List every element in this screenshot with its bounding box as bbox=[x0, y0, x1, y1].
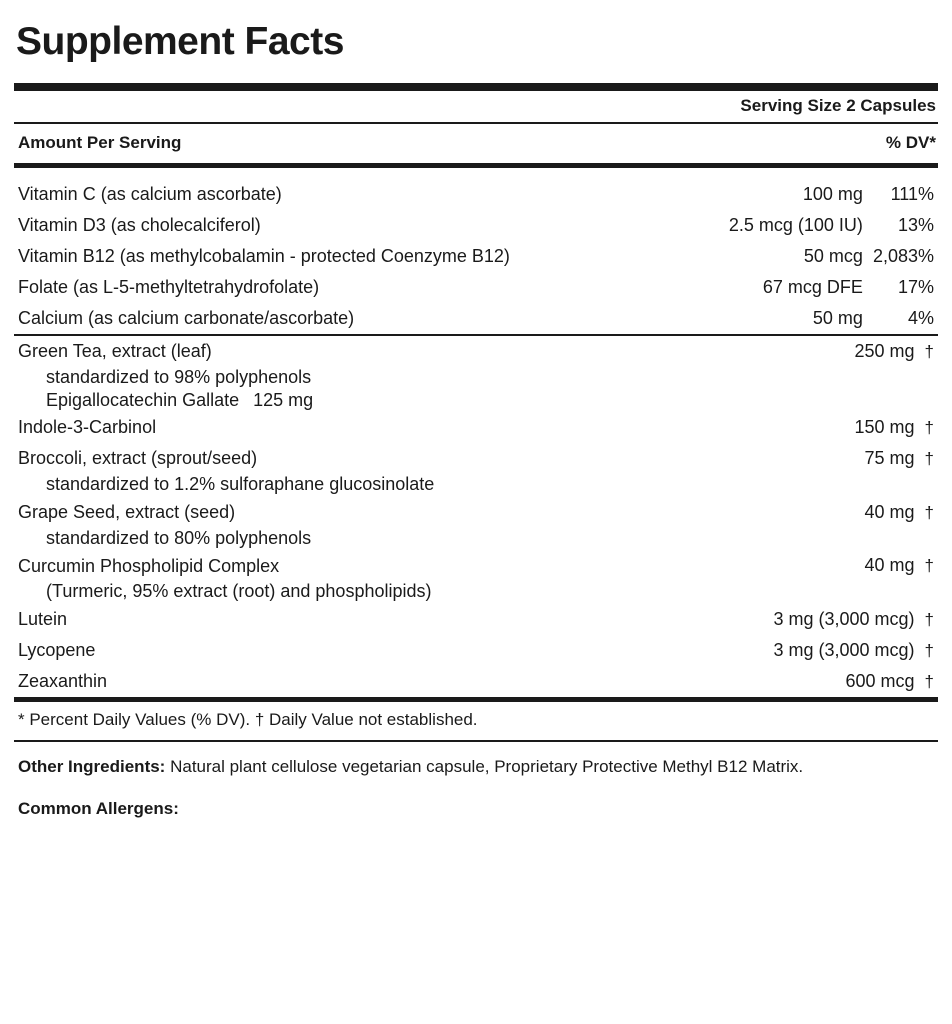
serving-size-row bbox=[14, 91, 938, 122]
ingredient-name: Lycopene bbox=[18, 640, 96, 661]
subcomponent-name: Epigallocatechin Gallate bbox=[46, 389, 240, 410]
nutrient-dv: 17% bbox=[897, 276, 934, 297]
table-subrow bbox=[14, 367, 938, 390]
nutrient-amount: 100 mg bbox=[802, 183, 863, 204]
nutrient-amount: 50 mcg bbox=[803, 245, 863, 266]
ingredient-dv: † bbox=[924, 418, 934, 438]
table-row bbox=[14, 168, 938, 210]
common-allergens-label: Common Allergens: bbox=[18, 799, 179, 819]
ingredient-amount: 40 mg bbox=[864, 501, 915, 522]
other-ingredients-text: Natural plant cellulose vegetarian capsule, Proprietary Protective Methyl B12 Matrix. bbox=[165, 757, 804, 777]
nutrient-dv: 13% bbox=[897, 214, 934, 235]
nutrient-name: Vitamin C (as calcium ascorbate) bbox=[18, 184, 282, 205]
table-row bbox=[14, 443, 938, 474]
other-ingredients-label: Other Ingredients: bbox=[18, 757, 166, 777]
nutrient-name: Vitamin D3 (as cholecalciferol) bbox=[18, 215, 261, 236]
ingredient-name: Indole-3-Carbinol bbox=[18, 417, 157, 438]
table-row bbox=[14, 412, 938, 443]
ingredient-amount: 40 mg bbox=[864, 555, 915, 576]
ingredient-name: Zeaxanthin bbox=[18, 671, 108, 692]
ingredient-dv: † bbox=[924, 556, 934, 576]
ingredient-subcomponent bbox=[14, 390, 938, 413]
ingredient-amount: 250 mg bbox=[854, 340, 915, 361]
nutrient-amount: 67 mcg DFE bbox=[762, 276, 863, 297]
vitamins-table bbox=[14, 168, 938, 334]
nutrient-dv: 2,083% bbox=[872, 245, 934, 266]
ingredient-standardization: standardized to 1.2% sulforaphane glucosinolate bbox=[46, 474, 435, 495]
table-row bbox=[14, 604, 938, 635]
table-row bbox=[14, 336, 938, 367]
ingredient-dv: † bbox=[924, 640, 934, 660]
table-row bbox=[14, 272, 938, 303]
daily-value-header: % DV* bbox=[885, 132, 936, 152]
table-row bbox=[14, 303, 938, 334]
ingredient-dv: † bbox=[924, 449, 934, 469]
nutrient-name: Calcium (as calcium carbonate/ascorbate) bbox=[18, 308, 355, 329]
amount-per-serving-label: Amount Per Serving bbox=[18, 132, 182, 152]
ingredient-amount: 3 mg (3,000 mcg) bbox=[773, 639, 915, 660]
table-row bbox=[14, 210, 938, 241]
nutrient-name: Folate (as L-5-methyltetrahydrofolate) bbox=[18, 277, 320, 298]
ingredient-dv: † bbox=[924, 341, 934, 361]
table-row bbox=[14, 241, 938, 272]
ingredient-dv: † bbox=[924, 609, 934, 629]
divider-heavy-top bbox=[14, 83, 938, 91]
botanicals-table bbox=[14, 336, 938, 697]
nutrient-name: Vitamin B12 (as methylcobalamin - protected Coenzyme B12) bbox=[18, 246, 510, 267]
table-row bbox=[14, 550, 938, 581]
ingredient-source-note: (Turmeric, 95% extract (root) and phospholipids) bbox=[46, 581, 432, 602]
ingredient-dv: † bbox=[924, 671, 934, 691]
table-subrow bbox=[14, 528, 938, 551]
table-subrow bbox=[14, 474, 938, 497]
page-title: Supplement Facts bbox=[16, 20, 344, 63]
other-ingredients bbox=[14, 742, 938, 779]
ingredient-name: Curcumin Phospholipid Complex bbox=[18, 555, 280, 576]
table-subrow bbox=[14, 390, 938, 413]
ingredient-amount: 600 mcg bbox=[845, 670, 915, 691]
ingredient-amount: 150 mg bbox=[854, 417, 915, 438]
table-subrow bbox=[14, 581, 938, 604]
ingredient-standardization: standardized to 98% polyphenols bbox=[46, 366, 312, 387]
subcomponent-amount: 125 mg bbox=[253, 389, 314, 410]
ingredient-name: Green Tea, extract (leaf) bbox=[18, 341, 212, 362]
footnote: * Percent Daily Values (% DV). † Daily Value not established. bbox=[18, 709, 478, 729]
table-row bbox=[14, 635, 938, 666]
ingredient-standardization: standardized to 80% polyphenols bbox=[46, 527, 312, 548]
nutrient-dv: 4% bbox=[907, 307, 934, 328]
serving-size-label: Serving Size 2 Capsules bbox=[740, 95, 936, 115]
table-row bbox=[14, 666, 938, 697]
ingredient-name: Grape Seed, extract (seed) bbox=[18, 502, 236, 523]
ingredient-dv: † bbox=[924, 502, 934, 522]
nutrient-amount: 50 mg bbox=[812, 307, 863, 328]
ingredient-amount: 75 mg bbox=[864, 448, 915, 469]
ingredient-name: Broccoli, extract (sprout/seed) bbox=[18, 448, 258, 469]
ingredient-name: Lutein bbox=[18, 609, 68, 630]
nutrient-amount: 2.5 mcg (100 IU) bbox=[728, 214, 863, 235]
ingredient-amount: 3 mg (3,000 mcg) bbox=[773, 608, 915, 629]
table-row bbox=[14, 497, 938, 528]
nutrient-dv: 111% bbox=[890, 183, 934, 204]
amount-per-serving-row bbox=[14, 124, 938, 163]
